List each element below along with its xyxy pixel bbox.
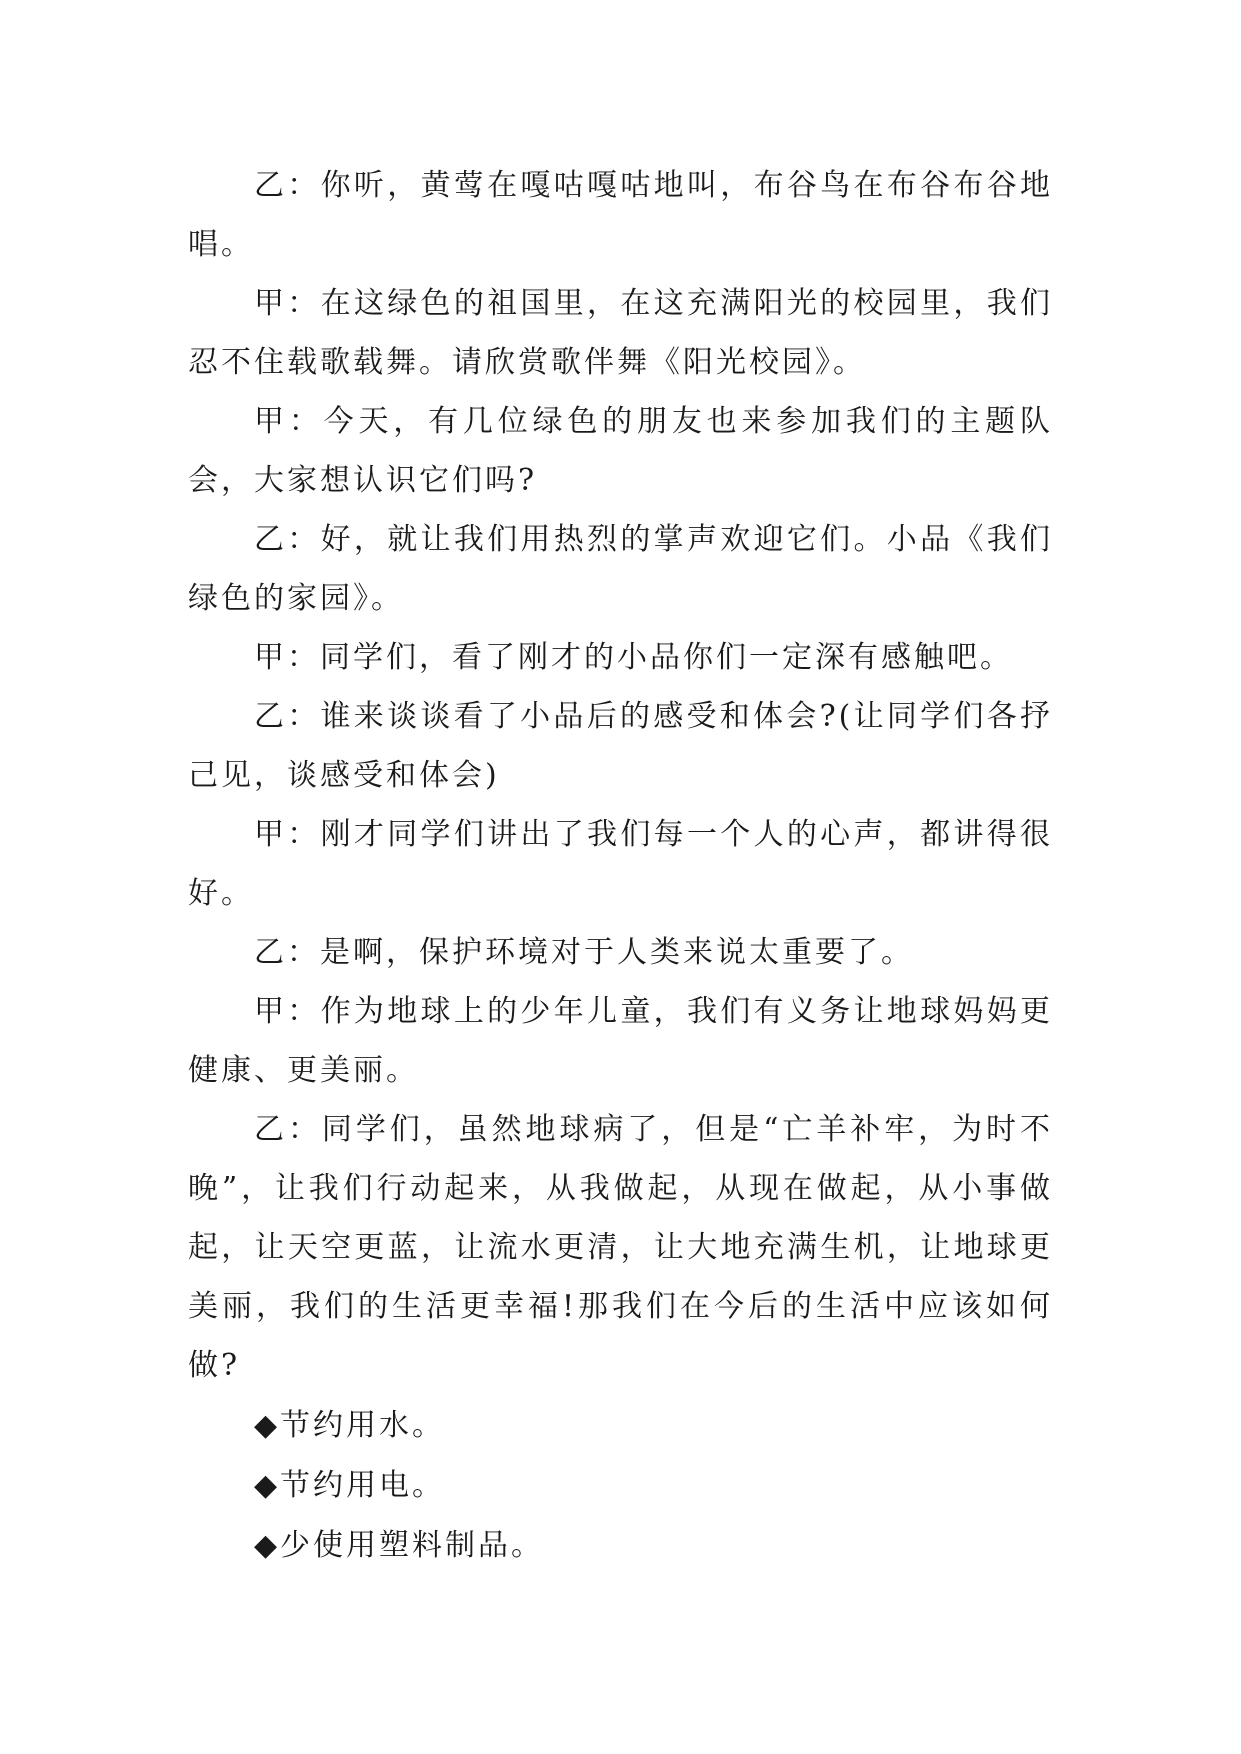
bullet-text: 节约用水。 xyxy=(280,1408,445,1443)
dialogue-paragraph: 乙：好，就让我们用热烈的掌声欢迎它们。小品《我们绿色的家园》。 xyxy=(188,522,1053,616)
dialogue-paragraph: 甲：在这绿色的祖国里，在这充满阳光的校园里，我们忍不住载歌载舞。请欣赏歌伴舞《阳光校园》。 xyxy=(188,286,1053,380)
dialogue-paragraph: 甲：今天，有几位绿色的朋友也来参加我们的主题队会，大家想认识它们吗? xyxy=(188,404,1053,498)
diamond-bullet-icon: ◆ xyxy=(254,1468,281,1503)
diamond-bullet-icon: ◆ xyxy=(254,1408,281,1443)
dialogue-paragraph: 乙：是啊，保护环境对于人类来说太重要了。 xyxy=(254,935,914,970)
bullet-item xyxy=(188,1396,1053,1455)
bullet-item xyxy=(188,1516,1053,1575)
bullet-item xyxy=(188,1456,1053,1515)
dialogue-paragraph: 乙：你听，黄莺在嘎咕嘎咕地叫，布谷鸟在布谷布谷地唱。 xyxy=(188,168,1053,262)
dialogue-paragraph: 乙：谁来谈谈看了小品后的感受和体会?(让同学们各抒己见，谈感受和体会) xyxy=(188,699,1053,793)
dialogue-paragraph: 甲：刚才同学们讲出了我们每一个人的心声，都讲得很好。 xyxy=(188,817,1053,911)
dialogue-paragraph: 甲：同学们，看了刚才的小品你们一定深有感触吧。 xyxy=(254,640,1013,675)
diamond-bullet-icon: ◆ xyxy=(254,1528,281,1563)
bullet-text: 少使用塑料制品。 xyxy=(280,1528,544,1563)
bullet-text: 节约用电。 xyxy=(280,1468,445,1503)
document-body xyxy=(188,156,1053,1575)
dialogue-paragraph: 甲：作为地球上的少年儿童，我们有义务让地球妈妈更健康、更美丽。 xyxy=(188,994,1053,1088)
dialogue-paragraph: 乙：同学们，虽然地球病了，但是“亡羊补牢，为时不晚”，让我们行动起来，从我做起，从现在做起，从小事做起，让天空更蓝，让流水更清，让大地充满生机，让地球更美丽，我们的生活更幸福!那我们在今后的生活中应该如何做? xyxy=(188,1112,1053,1383)
